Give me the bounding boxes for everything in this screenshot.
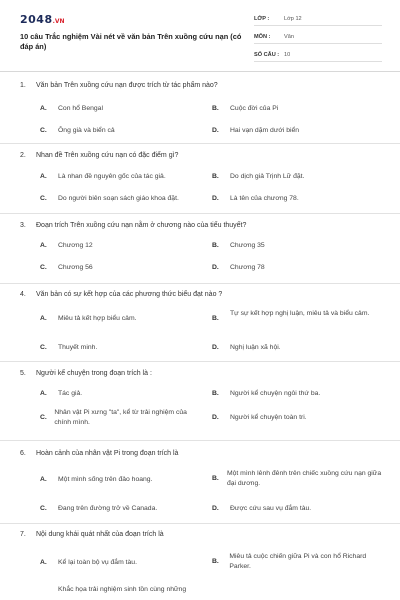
question-number: 5. (20, 370, 26, 377)
question-text (20, 370, 152, 377)
option-letter: B. (212, 558, 219, 565)
option-text: Tự sự kết hợp nghị luận, miêu tả và biểu cảm. (230, 310, 370, 317)
question-text (20, 152, 178, 159)
option-letter: B. (212, 390, 219, 397)
meta-label: LỚP : (254, 15, 270, 22)
meta-label: MÔN : (254, 33, 271, 40)
option-text: Cuộc đời của Pi (230, 105, 279, 112)
meta-row-count (254, 48, 382, 62)
option-b[interactable] (212, 389, 384, 399)
option-c-partial[interactable] (58, 585, 218, 595)
question-number: 4. (20, 291, 26, 298)
meta-row-subject (254, 30, 382, 44)
document-title: 10 câu Trắc nghiệm Vài nét về văn bản Trên xuồng cứu nạn (có đáp án) (20, 32, 242, 51)
option-text: Thuyết minh. (58, 344, 98, 351)
option-b[interactable] (212, 172, 384, 182)
option-letter: B. (212, 173, 219, 180)
option-letter: A. (40, 105, 47, 112)
option-letter: A. (40, 242, 47, 249)
question-number: 7. (20, 531, 26, 538)
question-divider (0, 143, 400, 144)
question-text (20, 222, 246, 229)
option-letter: B. (212, 315, 219, 322)
option-letter: D. (212, 414, 219, 421)
meta-row-grade (254, 12, 382, 26)
option-letter: D. (212, 195, 219, 202)
option-letter: B. (212, 475, 219, 482)
option-c[interactable] (40, 343, 190, 353)
option-text: Miêu tả kết hợp biểu cảm. (58, 315, 137, 322)
meta-label: SỐ CÂU : (254, 51, 280, 58)
logo-text: 2048 (20, 13, 53, 26)
option-a[interactable] (40, 389, 190, 399)
option-d[interactable] (212, 343, 384, 353)
option-letter: A. (40, 315, 47, 322)
logo-tld: .VN (52, 18, 65, 25)
option-text: Kể lại toàn bộ vụ đắm tàu. (58, 559, 137, 566)
option-b[interactable] (212, 241, 384, 251)
option-letter: C. (40, 195, 47, 202)
option-text: Đang trên đường trở về Canada. (58, 505, 158, 512)
question-text (20, 531, 164, 538)
option-text: Chương 56 (58, 264, 93, 271)
option-text: Khắc họa trải nghiệm sinh tồn cùng những (58, 586, 187, 593)
page-header (0, 0, 400, 72)
option-letter: C. (40, 344, 47, 351)
option-text: Là nhan đề nguyên gốc của tác giả. (58, 173, 166, 180)
option-d[interactable] (212, 413, 384, 423)
option-letter: D. (212, 505, 219, 512)
question-divider (0, 440, 400, 441)
option-text: Chương 12 (58, 242, 93, 249)
question-prompt: Đoạn trích Trên xuồng cứu nạn nằm ở chương nào của tiểu thuyết? (36, 222, 247, 229)
question-prompt: Nhan đề Trên xuồng cứu nạn có đặc điểm gì? (36, 152, 179, 159)
option-letter: A. (40, 559, 47, 566)
option-text: Là tên của chương 78. (230, 195, 299, 202)
option-d[interactable] (212, 263, 384, 273)
meta-value: 10 (284, 51, 291, 58)
option-b[interactable] (212, 104, 384, 114)
option-text: Một mình lênh đênh trên chiếc xuồng cứu nạn giữa đại dương. (226, 470, 382, 487)
option-text: Ông già và biển cả (58, 127, 115, 134)
question-text (20, 291, 222, 298)
option-text: Chương 35 (230, 242, 265, 249)
option-a[interactable] (40, 558, 190, 568)
option-text: Người kể chuyện toàn tri. (230, 414, 307, 421)
option-d[interactable] (212, 194, 384, 204)
option-text: Tác giả. (58, 390, 83, 397)
option-letter: C. (40, 264, 47, 271)
option-c[interactable] (40, 504, 190, 514)
option-letter: A. (40, 390, 47, 397)
option-c[interactable] (40, 194, 190, 204)
question-divider (0, 523, 400, 524)
option-letter: A. (40, 476, 47, 483)
option-text: Do dịch giả Trịnh Lữ đặt. (230, 173, 305, 180)
document-meta (254, 12, 382, 66)
option-a[interactable] (40, 172, 190, 182)
option-text: Nhân vật Pi xưng "ta", kể từ trải nghiệm của chính mình. (54, 409, 187, 426)
site-logo[interactable] (20, 13, 65, 26)
question-number: 2. (20, 152, 26, 159)
option-letter: B. (212, 105, 219, 112)
option-c[interactable] (40, 408, 190, 428)
option-d[interactable] (212, 504, 384, 514)
option-letter: C. (40, 127, 47, 134)
question-number: 6. (20, 450, 26, 457)
option-b[interactable] (212, 309, 384, 324)
option-text: Con hổ Bengal (58, 105, 103, 112)
question-text (20, 82, 218, 89)
question-divider (0, 361, 400, 362)
option-text: Một mình sống trên đảo hoang. (58, 476, 153, 483)
option-a[interactable] (40, 104, 190, 114)
meta-value: Văn (284, 33, 294, 40)
question-number: 1. (20, 82, 26, 89)
option-letter: D. (212, 264, 219, 271)
option-letter: D. (212, 344, 219, 351)
question-divider (0, 283, 400, 284)
question-prompt: Hoàn cảnh của nhân vật Pi trong đoạn trích là (36, 450, 179, 457)
option-b[interactable] (212, 469, 384, 489)
option-text: Được cứu sau vụ đắm tàu. (230, 505, 312, 512)
option-text: Chương 78 (230, 264, 265, 271)
option-letter: B. (212, 242, 219, 249)
option-b[interactable] (212, 552, 384, 572)
question-prompt: Nội dung khái quát nhất của đoạn trích là (36, 531, 164, 538)
question-divider (0, 213, 400, 214)
option-letter: D. (212, 127, 219, 134)
option-text: Miêu tả cuộc chiến giữa Pi và con hổ Richard Parker. (229, 553, 367, 570)
question-number: 3. (20, 222, 26, 229)
option-text: Hai vạn dặm dưới biển (230, 127, 300, 134)
question-prompt: Văn bản Trên xuồng cứu nạn được trích từ tác phẩm nào? (36, 82, 218, 89)
question-text (20, 450, 178, 457)
option-a[interactable] (40, 475, 190, 485)
option-c[interactable] (40, 263, 190, 273)
option-d[interactable] (212, 126, 384, 136)
option-text: Do người biên soạn sách giáo khoa đặt. (58, 195, 179, 202)
option-letter: A. (40, 173, 47, 180)
question-prompt: Người kể chuyện trong đoạn trích là : (36, 370, 152, 377)
question-prompt: Văn bản có sự kết hợp của các phương thức biểu đạt nào ? (36, 291, 223, 298)
option-c[interactable] (40, 126, 190, 136)
option-a[interactable] (40, 241, 190, 251)
option-a[interactable] (40, 309, 190, 324)
option-letter: C. (40, 414, 47, 421)
option-text: Nghị luận xã hội. (230, 344, 281, 351)
option-letter: C. (40, 505, 47, 512)
option-text: Người kể chuyện ngôi thứ ba. (230, 390, 321, 397)
meta-value: Lớp 12 (284, 15, 302, 22)
